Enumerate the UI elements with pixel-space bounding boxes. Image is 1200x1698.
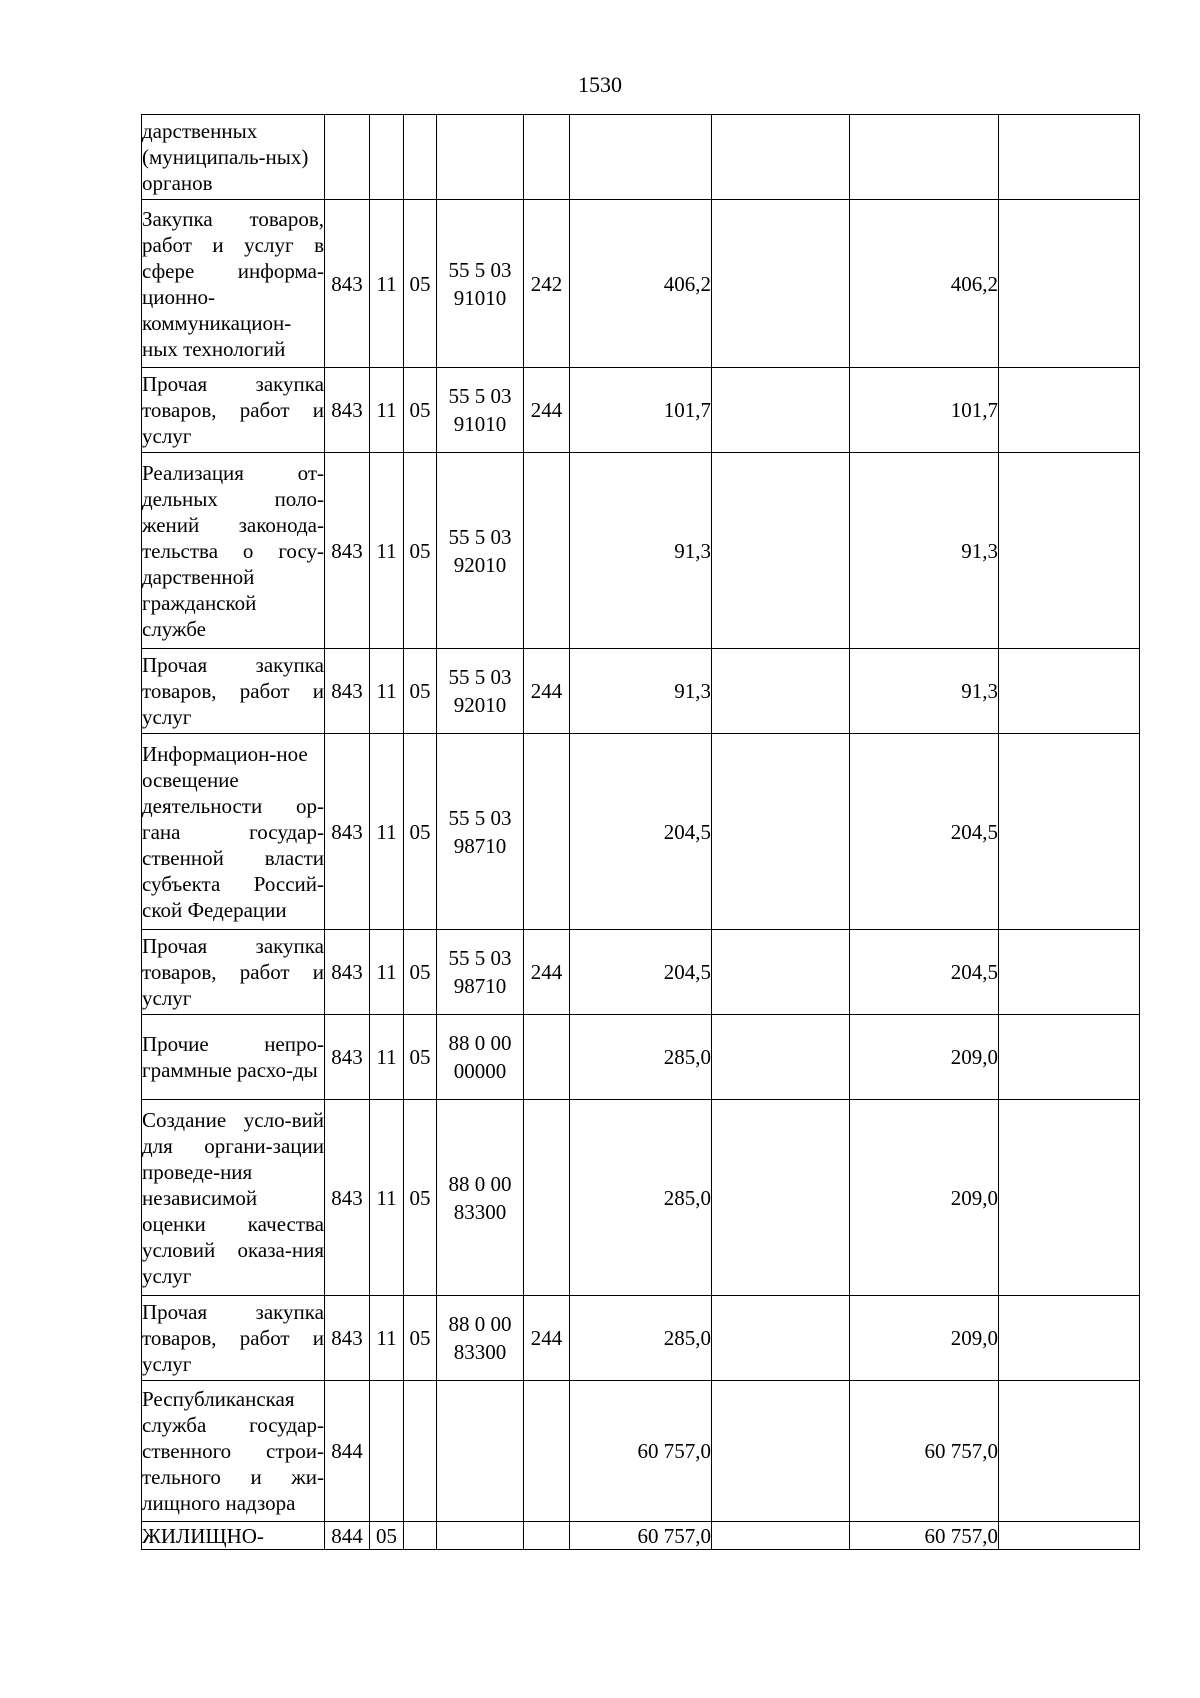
amount-cell-1: 285,0 <box>570 1296 712 1381</box>
target-article-part2: 98710 <box>453 974 507 998</box>
admin-code-cell: 844 <box>325 1381 370 1522</box>
amount-cell-3: 209,0 <box>850 1100 999 1296</box>
page-number: 1530 <box>578 72 622 97</box>
amount-cell-1: 285,0 <box>570 1100 712 1296</box>
subsection-cell: 05 <box>404 1100 437 1296</box>
target-article-part2: 98710 <box>453 833 507 858</box>
target-article-cell <box>437 1015 524 1100</box>
amount-cell-1: 285,0 <box>570 1015 712 1100</box>
target-article-part2: 83300 <box>453 1340 507 1364</box>
amount-cell-3: 60 757,0 <box>850 1522 999 1550</box>
expense-type-cell <box>524 734 570 930</box>
expense-type-cell <box>524 1522 570 1550</box>
expense-type-cell: 244 <box>524 1296 570 1381</box>
amount-cell-3: 204,5 <box>850 930 999 1015</box>
row-name-cell: Прочая закупка товаров, работ и услуг <box>142 930 325 1015</box>
target-article-cell <box>437 1522 524 1550</box>
amount-cell-2 <box>712 1015 850 1100</box>
amount-cell-4 <box>999 1015 1140 1100</box>
target-article-part1: 55 5 03 <box>448 384 512 408</box>
target-article-cell <box>437 453 524 649</box>
section-cell: 11 <box>370 649 404 734</box>
subsection-cell: 05 <box>404 1296 437 1381</box>
target-article-cell <box>437 1100 524 1296</box>
target-article-part2: 00000 <box>453 1059 507 1083</box>
row-name-cell: Закупка товаров, работ и услуг в сфере информа-ционно-коммуникацион-ных технологий <box>142 200 325 368</box>
subsection-cell <box>404 1522 437 1550</box>
target-article-part2: 91010 <box>453 412 507 436</box>
amount-cell-2 <box>712 1100 850 1296</box>
target-article-part1: 88 0 00 <box>448 1171 512 1196</box>
amount-cell-2 <box>712 200 850 368</box>
amount-cell-2 <box>712 453 850 649</box>
amount-cell-4 <box>999 734 1140 930</box>
admin-code-cell: 843 <box>325 368 370 453</box>
section-cell: 11 <box>370 453 404 649</box>
table-row <box>142 453 1140 649</box>
target-article-cell <box>437 1296 524 1381</box>
amount-cell-2 <box>712 1296 850 1381</box>
subsection-cell: 05 <box>404 453 437 649</box>
amount-cell-1: 60 757,0 <box>570 1381 712 1522</box>
admin-code-cell <box>325 115 370 200</box>
target-article-part1: 55 5 03 <box>448 946 512 970</box>
target-article-part2: 83300 <box>453 1199 507 1224</box>
amount-cell-2 <box>712 930 850 1015</box>
amount-cell-3: 91,3 <box>850 453 999 649</box>
section-cell <box>370 1381 404 1522</box>
admin-code-cell: 843 <box>325 453 370 649</box>
target-article-cell <box>437 649 524 734</box>
expense-type-cell <box>524 1381 570 1522</box>
subsection-cell: 05 <box>404 649 437 734</box>
table-row <box>142 1296 1140 1381</box>
row-name-cell: Прочая закупка товаров, работ и услуг <box>142 368 325 453</box>
amount-cell-1: 204,5 <box>570 734 712 930</box>
admin-code-cell: 843 <box>325 649 370 734</box>
amount-cell-4 <box>999 200 1140 368</box>
target-article-cell <box>437 734 524 930</box>
amount-cell-4 <box>999 649 1140 734</box>
table-body <box>142 115 1140 1550</box>
amount-cell-3: 60 757,0 <box>850 1381 999 1522</box>
target-article-cell <box>437 115 524 200</box>
admin-code-cell: 843 <box>325 930 370 1015</box>
amount-cell-4 <box>999 1100 1140 1296</box>
amount-cell-1: 91,3 <box>570 453 712 649</box>
section-cell: 11 <box>370 1015 404 1100</box>
expense-type-cell <box>524 1100 570 1296</box>
subsection-cell: 05 <box>404 930 437 1015</box>
amount-cell-4 <box>999 1296 1140 1381</box>
target-article-part1: 55 5 03 <box>448 665 512 689</box>
section-cell: 05 <box>370 1522 404 1550</box>
table-row <box>142 368 1140 453</box>
subsection-cell: 05 <box>404 1015 437 1100</box>
table-row <box>142 1381 1140 1522</box>
table-row <box>142 649 1140 734</box>
amount-cell-1 <box>570 115 712 200</box>
amount-cell-1: 204,5 <box>570 930 712 1015</box>
budget-table <box>141 114 1140 1550</box>
amount-cell-3: 91,3 <box>850 649 999 734</box>
admin-code-cell: 844 <box>325 1522 370 1550</box>
section-cell: 11 <box>370 368 404 453</box>
amount-cell-3: 101,7 <box>850 368 999 453</box>
expense-type-cell <box>524 1015 570 1100</box>
amount-cell-1: 60 757,0 <box>570 1522 712 1550</box>
section-cell: 11 <box>370 930 404 1015</box>
amount-cell-3 <box>850 115 999 200</box>
admin-code-cell: 843 <box>325 1296 370 1381</box>
subsection-cell: 05 <box>404 200 437 368</box>
target-article-part1: 88 0 00 <box>448 1312 512 1336</box>
amount-cell-4 <box>999 1381 1140 1522</box>
table-row <box>142 1100 1140 1296</box>
target-article-cell <box>437 368 524 453</box>
admin-code-cell: 843 <box>325 1015 370 1100</box>
amount-cell-2 <box>712 115 850 200</box>
expense-type-cell: 244 <box>524 930 570 1015</box>
target-article-part1: 55 5 03 <box>448 524 512 549</box>
section-cell: 11 <box>370 200 404 368</box>
row-name-cell: Прочая закупка товаров, работ и услуг <box>142 649 325 734</box>
admin-code-cell: 843 <box>325 1100 370 1296</box>
admin-code-cell: 843 <box>325 200 370 368</box>
subsection-cell <box>404 1381 437 1522</box>
expense-type-cell <box>524 115 570 200</box>
row-name-cell: ЖИЛИЩНО- <box>142 1522 325 1550</box>
section-cell <box>370 115 404 200</box>
subsection-cell: 05 <box>404 734 437 930</box>
section-cell: 11 <box>370 734 404 930</box>
section-cell: 11 <box>370 1100 404 1296</box>
row-name-cell: Прочие непро-граммные расхо-ды <box>142 1015 325 1100</box>
amount-cell-4 <box>999 930 1140 1015</box>
target-article-cell <box>437 930 524 1015</box>
row-name-cell: Создание усло-вий для органи-зации проведе-ния независимой оценки качества условий оказа-ния услуг <box>142 1100 325 1296</box>
amount-cell-3: 204,5 <box>850 734 999 930</box>
amount-cell-3: 209,0 <box>850 1296 999 1381</box>
row-name-cell: Республиканская служба государ-ственного строи-тельного и жи-лищного надзора <box>142 1381 325 1522</box>
amount-cell-4 <box>999 453 1140 649</box>
amount-cell-2 <box>712 368 850 453</box>
expense-type-cell: 244 <box>524 368 570 453</box>
amount-cell-1: 406,2 <box>570 200 712 368</box>
row-name-cell: Информацион-ное освещение деятельности ор-гана государ-ственной власти субъекта Россий-ской Федерации <box>142 734 325 930</box>
amount-cell-2 <box>712 734 850 930</box>
amount-cell-1: 101,7 <box>570 368 712 453</box>
subsection-cell: 05 <box>404 368 437 453</box>
table-row <box>142 1015 1140 1100</box>
amount-cell-4 <box>999 368 1140 453</box>
table-row <box>142 734 1140 930</box>
target-article-part2: 92010 <box>453 693 507 717</box>
table-row <box>142 115 1140 200</box>
target-article-part1: 55 5 03 <box>448 805 512 830</box>
expense-type-cell: 242 <box>524 200 570 368</box>
target-article-part1: 88 0 00 <box>448 1031 512 1055</box>
table-row <box>142 930 1140 1015</box>
amount-cell-2 <box>712 1381 850 1522</box>
table-row <box>142 200 1140 368</box>
expense-type-cell <box>524 453 570 649</box>
row-name-cell: Прочая закупка товаров, работ и услуг <box>142 1296 325 1381</box>
amount-cell-1: 91,3 <box>570 649 712 734</box>
subsection-cell <box>404 115 437 200</box>
amount-cell-3: 406,2 <box>850 200 999 368</box>
amount-cell-2 <box>712 649 850 734</box>
table-row <box>142 1522 1140 1550</box>
target-article-cell <box>437 1381 524 1522</box>
amount-cell-3: 209,0 <box>850 1015 999 1100</box>
section-cell: 11 <box>370 1296 404 1381</box>
amount-cell-4 <box>999 1522 1140 1550</box>
target-article-part2: 92010 <box>453 552 507 577</box>
amount-cell-2 <box>712 1522 850 1550</box>
amount-cell-4 <box>999 115 1140 200</box>
row-name-cell: дарственных (муниципаль-ных) органов <box>142 115 325 200</box>
target-article-part1: 55 5 03 <box>448 257 512 282</box>
target-article-part2: 91010 <box>453 285 507 310</box>
target-article-cell <box>437 200 524 368</box>
expense-type-cell: 244 <box>524 649 570 734</box>
row-name-cell: Реализация от-дельных поло-жений законода-тельства о госу-дарственной гражданской службе <box>142 453 325 649</box>
admin-code-cell: 843 <box>325 734 370 930</box>
